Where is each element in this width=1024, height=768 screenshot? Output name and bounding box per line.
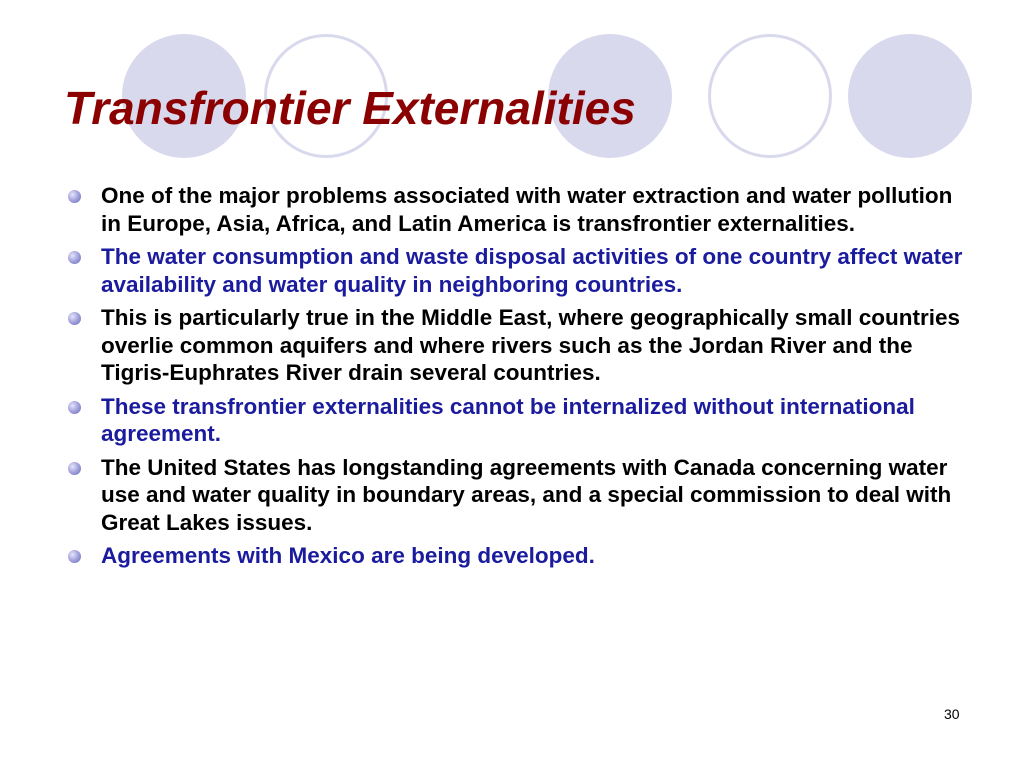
bullet-item: [64, 182, 974, 237]
bullet-dot-icon: [68, 550, 81, 563]
bullet-text: These transfrontier externalities cannot be internalized without international agreement.: [101, 393, 915, 446]
decorative-circle-filled: [848, 34, 972, 158]
bullet-item: [64, 243, 974, 298]
page-number: 30: [944, 706, 960, 722]
bullet-text: The United States has longstanding agreements with Canada concerning water use and water quality in boundary areas, and a special commission to deal with Great Lakes issues.: [101, 454, 952, 535]
bullet-text: Agreements with Mexico are being developed.: [101, 543, 595, 568]
bullet-text: This is particularly true in the Middle East, where geographically small countries overlie common aquifers and where rivers such as the Jordan River and the Tigris-Euphrates River drain several countries.: [101, 305, 960, 385]
bullet-item: [64, 542, 974, 570]
bullet-list: [64, 182, 974, 576]
bullet-dot-icon: [68, 401, 81, 414]
bullet-dot-icon: [68, 312, 81, 325]
bullet-dot-icon: [68, 190, 81, 203]
bullet-dot-icon: [68, 462, 81, 475]
bullet-dot-icon: [68, 251, 81, 264]
decorative-circle-outline: [708, 34, 832, 158]
slide-title: Transfrontier Externalities: [64, 82, 636, 134]
bullet-item: [64, 393, 974, 448]
bullet-text: The water consumption and waste disposal activities of one country affect water availability and water quality in neighboring countries.: [101, 244, 963, 297]
bullet-item: [64, 454, 974, 537]
bullet-item: [64, 304, 974, 387]
bullet-text: One of the major problems associated with water extraction and water pollution in Europe, Asia, Africa, and Latin America is transfrontier externalities.: [101, 183, 953, 236]
